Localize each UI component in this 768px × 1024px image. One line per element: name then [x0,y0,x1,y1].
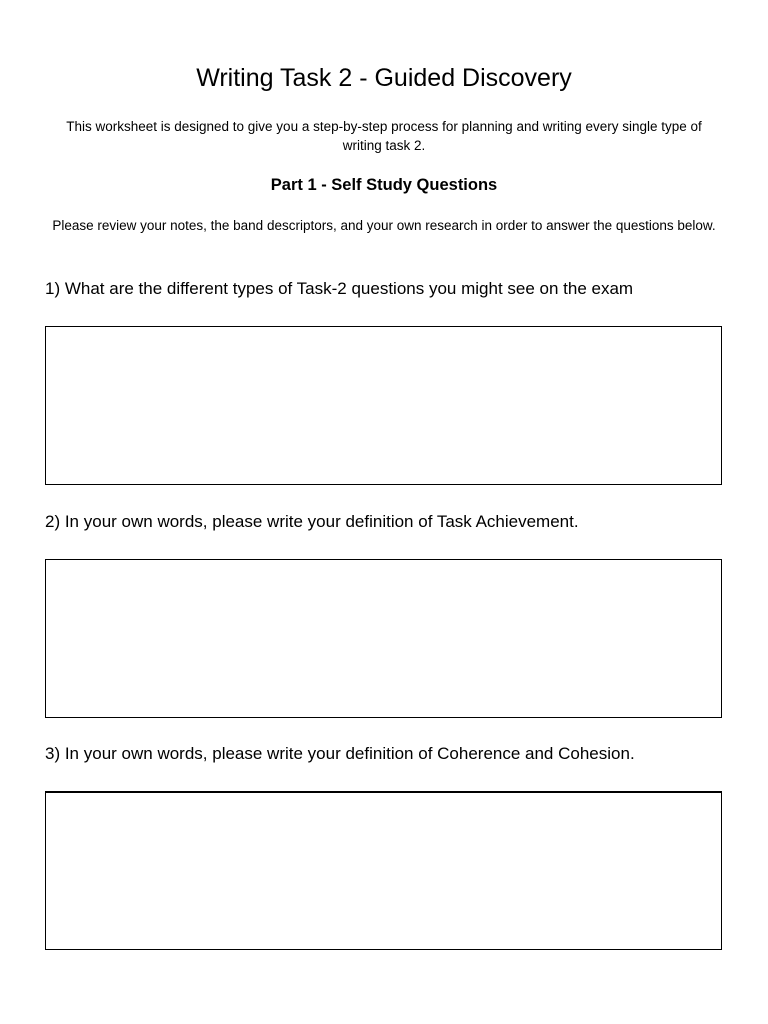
part-1-heading: Part 1 - Self Study Questions [270,176,498,194]
worksheet-intro: This worksheet is designed to give you a step-by-step process for planning and writing every single type of writing task 2. [66,119,702,153]
question-1: 1) What are the different types of Task-2 questions you might see on the exam [45,279,634,298]
answer-box-3[interactable] [45,791,722,950]
question-3: 3) In your own words, please write your definition of Coherence and Cohesion. [45,744,635,763]
answer-box-2[interactable] [45,559,722,718]
worksheet-title: Writing Task 2 - Guided Discovery [196,64,572,92]
part-1-instructions: Please review your notes, the band descriptors, and your own research in order to answer the questions below. [52,218,716,233]
question-2: 2) In your own words, please write your definition of Task Achievement. [45,512,579,531]
answer-box-1[interactable] [45,326,722,485]
